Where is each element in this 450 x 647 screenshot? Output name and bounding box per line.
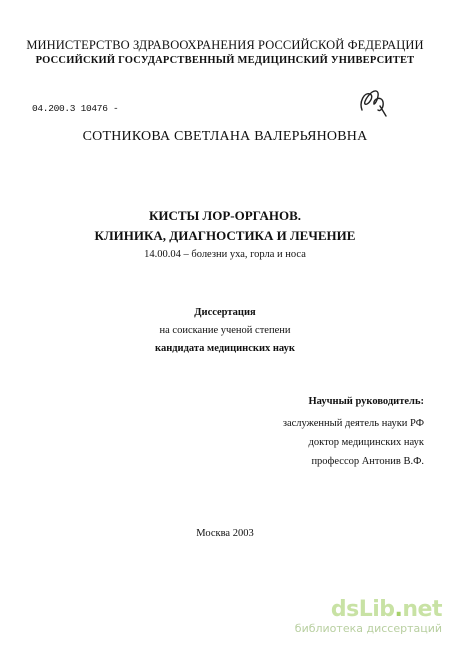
ministry-heading: МИНИСТЕРСТВО ЗДРАВООХРАНЕНИЯ РОССИЙСКОЙ ФЕДЕРАЦИИ bbox=[26, 38, 424, 52]
watermark-logo bbox=[295, 598, 442, 622]
supervisor-title: заслуженный деятель науки РФ bbox=[282, 418, 424, 429]
university-heading: РОССИЙСКИЙ ГОСУДАРСТВЕННЫЙ МЕДИЦИНСКИЙ УНИВЕРСИТЕТ bbox=[35, 55, 415, 66]
watermark-brand-name: dsLib bbox=[330, 597, 395, 622]
author-name: СОТНИКОВА СВЕТЛАНА ВАЛЕРЬЯНОВНА bbox=[82, 129, 368, 144]
supervisor-name: профессор Антонив В.Ф. bbox=[311, 456, 424, 467]
watermark-brand-domain: net bbox=[402, 597, 442, 622]
watermark-tagline: библиотека диссертаций bbox=[294, 622, 442, 635]
supervisor-degree: доктор медицинских наук bbox=[308, 437, 424, 448]
handwritten-signature bbox=[356, 82, 390, 123]
city-year: Москва 2003 bbox=[196, 528, 254, 539]
degree-name: кандидата медицинских наук bbox=[155, 343, 295, 354]
thesis-title-line-2: КЛИНИКА, ДИАГНОСТИКА И ЛЕЧЕНИЕ bbox=[94, 228, 356, 243]
degree-purpose: на соискание ученой степени bbox=[159, 325, 291, 336]
watermark-brand-dot: . bbox=[394, 597, 403, 622]
supervisor-label: Научный руководитель: bbox=[308, 396, 424, 407]
document-type: Диссертация bbox=[194, 307, 256, 318]
thesis-title-line-1: КИСТЫ ЛОР-ОРГАНОВ. bbox=[148, 208, 302, 223]
registration-number: 04.200.3 10476 - bbox=[32, 103, 119, 114]
specialty-code: 14.00.04 – болезни уха, горла и носа bbox=[144, 249, 306, 260]
dslib-watermark[interactable] bbox=[295, 598, 442, 635]
